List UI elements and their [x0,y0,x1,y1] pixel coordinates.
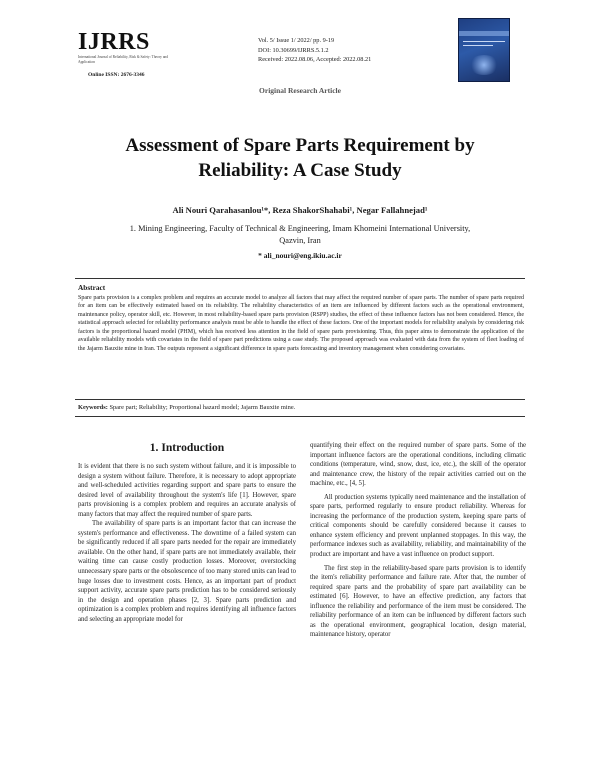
journal-cover-image [458,18,510,82]
authors: Ali Nouri Qarahasanlou¹*, Reza ShakorShahabi¹, Negar Fallahnejad¹ [172,205,428,215]
issn: Online ISSN: 2676-3346 [88,72,145,78]
dates: Received: 2022.08.06, Accepted: 2022.08.21 [258,56,372,64]
journal-logo-text: IJRRS [78,29,150,55]
title-line-2: Reliability: A Case Study [198,160,402,181]
section-heading-introduction: 1. Introduction [149,441,225,454]
article-type: Original Research Article [259,86,341,95]
volume-issue: Vol. 5/ Issue 1/ 2022/ pp. 9-19 [258,37,335,44]
left-column [78,462,296,624]
keywords [78,404,524,411]
abstract-top-rule [75,278,525,279]
journal-logo [78,30,178,64]
paragraph: The availability of spare parts is an important factor that can increase the system's performance and effectiveness. The downtime of a failed system can be significantly reduced if all spare parts needed for the repair are immediately available. On the other hand, if spare parts are not immediately available, their waiting time can cause costly production losses. Moreover, overstocking unnecessary spare parts or the obsolescence of too many stored units can lead to huge losses due to investment costs. Hence, as an important part of product support activity, accurate spare parts prediction has to be considered seriously in the design and operation phases [2, 3]. Spare parts prediction and optimization is a complex problem and requires identifying all influence factors and selecting an appropriate model for [78,520,296,623]
paragraph: All production systems typically need maintenance and the installation of spare parts, performed regularly to ensure product reliability. Whereas for increasing the performance of the production system, keeping spare parts of critical components should be carefully considered because it causes to enhance system efficiency and prevent unplanned stoppages. In this way, the performance indexes such as availability, reliability, and maintainability of the product are important and have a vast influence on product support. [310,493,526,559]
paragraph: It is evident that there is no such system without failure, and it is impossible to design a system without failure. Therefore, it is necessary to adopt appropriate and well-scheduled activities regarding support and spare parts to ensure the desired level of availability throughout the system's life [1]. However, spare parts provisioning is a complex problem and requires an accurate analysis of many factors that may affect the required number of spare parts. [78,463,296,518]
abstract-text: Spare parts provision is a complex problem and requires an accurate model to analyze all factors that may affect the required number of spare parts. The number of spare parts required for an item can be effectively estimated based on its reliability. The reliability characteristics of an item are influenced by different factors such as the operational environment, maintenance policy, operator skill, etc. However, in most reliability-based spare parts provision (RSPP) studies, the effect of these influence factors has not been considered. Hence, the statistical approach selected for reliability performance analysis must be able to handle the effect of these factors. One of the important models for reliability analysis by considering risk factors is the proportional hazard model (PHM), which has received less attention in the field of spare parts provisioning. Thus, this paper aims to demonstrate the application of the available reliability models with covariates in the field of spare part predictions using a case study. The proposed approach was evaluated with data from the system of fleet loading of the Jajarm Bauxite mine in Iran. The outputs represent a significant difference in spare parts forecasting and inventory management when considering covariates. [78,295,524,352]
paragraph: quantifying their effect on the required number of spare parts. Some of the important influence factors are the operational conditions, including climatic conditions (temperature, wind, snow, dust, ice, etc.), the skill of the operator and maintenance crew, the history of the repair activities carried out on the machine, etc., [4, 5]. [310,442,526,488]
corresponding-email: * ali_nouri@eng.ikiu.ac.ir [258,251,342,260]
paragraph: The first step in the reliability-based spare parts provision is to identify the item's reliability performance and failure rate. After that, the number of required spare parts and the probability of spare part availability can be estimated [6]. However, to have an effective prediction, any factors that influence the reliability and performance of the item must be considered. The reliability performance of an item can be influenced by different factors such as the operational environment, geographical location, design material, maintenance history, operator [310,564,526,639]
keywords-list: Spare part; Reliability; Proportional hazard model; Jajarm Bauxite mine. [109,404,296,411]
article-meta [258,36,371,65]
affiliation [0,223,600,246]
abstract-bottom-rule [75,399,525,400]
abstract-heading: Abstract [78,283,106,292]
doi: DOI: 10.30699/IJRRS.5.1.2 [258,46,329,54]
title-line-1: Assessment of Spare Parts Requirement by [125,135,475,156]
affiliation-line-2: Qazvin, Iran [279,235,321,245]
journal-full-name: International Journal of Reliability, Risk & Safety: Theory and Application [78,55,169,64]
affiliation-line-1: 1. Mining Engineering, Faculty of Technical & Engineering, Imam Khomeini International University, [129,224,471,233]
keywords-label: Keywords: [78,404,108,411]
paper-title [40,133,560,183]
right-column [310,441,526,640]
keywords-bottom-rule [75,416,525,417]
